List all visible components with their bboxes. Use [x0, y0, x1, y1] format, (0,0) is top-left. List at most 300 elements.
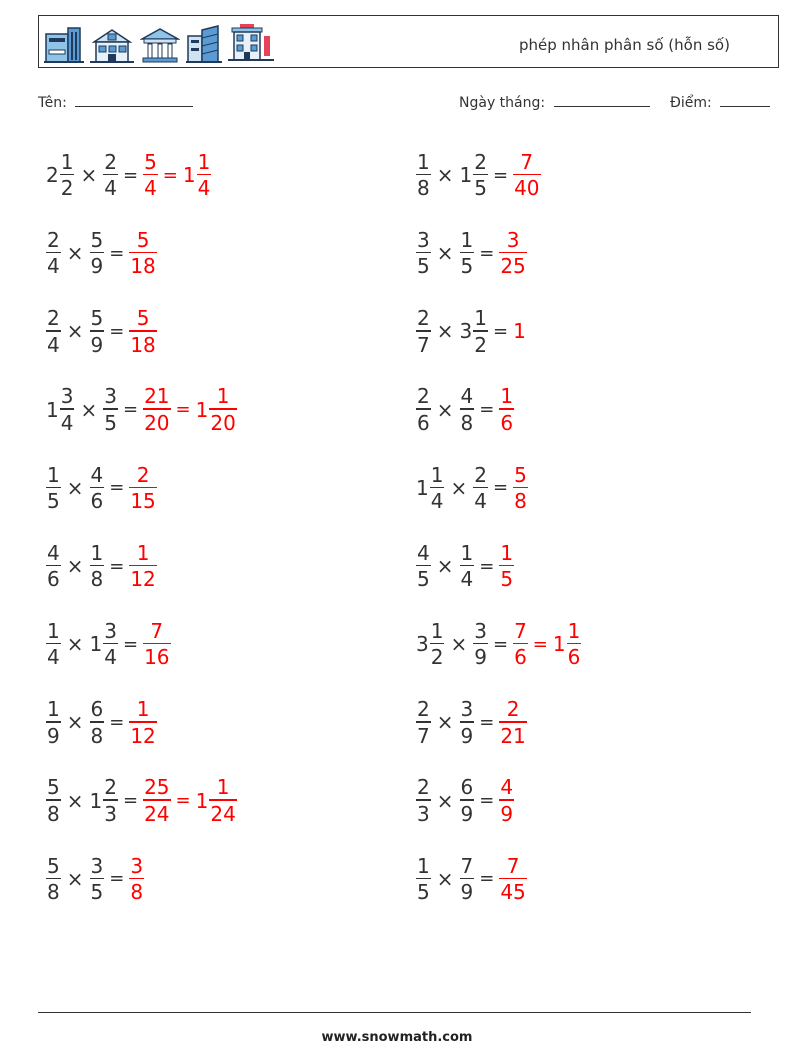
- problem-row: [416, 771, 514, 831]
- operand-a-fraction: [46, 618, 61, 670]
- operand-a: [46, 462, 61, 514]
- answer-result-whole: 1: [513, 319, 526, 344]
- answer-result: [513, 319, 527, 343]
- operand-b-fraction: [103, 618, 118, 670]
- problem-row: [46, 849, 144, 909]
- operand-a-fraction: [46, 777, 61, 824]
- times-sign: ×: [436, 710, 454, 735]
- operand-b: [90, 308, 105, 355]
- operand-a-denominator: 5: [417, 880, 430, 905]
- operand-a-fraction: [46, 308, 61, 355]
- answer-mixed: [182, 149, 211, 201]
- answer-result-numerator: 5: [136, 306, 150, 331]
- operand-a-fraction: [416, 777, 431, 824]
- answer: [513, 618, 581, 670]
- operand-b: [459, 149, 488, 201]
- answer-result-denominator: 18: [130, 254, 156, 279]
- operand-b-numerator: 1: [90, 540, 104, 565]
- answer-result-fraction: [129, 462, 156, 514]
- problem-row: [416, 692, 527, 752]
- problem-row: [416, 458, 528, 518]
- operand-a-denominator: 4: [47, 645, 60, 670]
- answer-result: [143, 777, 170, 824]
- answer-result-denominator: 18: [130, 332, 156, 357]
- operand-a: [416, 853, 431, 905]
- answer-result: [499, 853, 526, 905]
- operand-a-numerator: 2: [417, 697, 430, 722]
- answer-result-denominator: 40: [514, 176, 540, 201]
- times-sign: ×: [66, 866, 84, 891]
- answer-mixed-numerator: 1: [197, 149, 211, 174]
- times-sign: ×: [450, 632, 468, 657]
- operand-b-numerator: 5: [90, 227, 104, 252]
- operand-a-fraction: [430, 462, 445, 514]
- answer-mixed-denominator: 20: [210, 410, 236, 435]
- times-sign: ×: [80, 397, 98, 422]
- operand-b-denominator: 4: [104, 176, 117, 201]
- times-sign: ×: [66, 319, 84, 344]
- answer-result-numerator: 7: [514, 618, 527, 643]
- answer-result-denominator: 6: [514, 645, 527, 670]
- hotel-icon: [228, 22, 274, 64]
- problem-row: [46, 771, 237, 831]
- operand-b: [90, 777, 118, 824]
- answer: [513, 462, 528, 514]
- operand-a-numerator: 3: [60, 384, 74, 409]
- operand-a-fraction: [416, 386, 431, 433]
- answer-result: [499, 699, 526, 746]
- operand-b-denominator: 3: [104, 801, 117, 826]
- equals-sign: =: [122, 399, 139, 421]
- operand-a-whole: 3: [416, 632, 429, 657]
- operand-a-denominator: 2: [430, 645, 444, 670]
- times-sign: ×: [436, 788, 454, 813]
- operand-b: [460, 386, 475, 433]
- operand-a-numerator: 5: [47, 775, 60, 800]
- answer-result-fraction: [499, 540, 514, 592]
- skyscraper-icon: [186, 24, 222, 64]
- times-sign: ×: [66, 632, 84, 657]
- operand-a-fraction: [60, 386, 75, 433]
- answer-mixed-fraction: [197, 149, 212, 201]
- operand-b-fraction: [473, 462, 488, 514]
- operand-a: [416, 386, 431, 433]
- answer: [143, 149, 211, 201]
- operand-a: [416, 540, 431, 592]
- operand-a-fraction: [416, 308, 431, 355]
- answer-result-fraction: [143, 618, 170, 670]
- answer-mixed-fraction: [209, 386, 236, 433]
- answer-result-denominator: 4: [144, 176, 157, 201]
- answer: [143, 386, 237, 433]
- operand-a-fraction: [430, 618, 445, 670]
- answer-mixed-numerator: 1: [216, 384, 230, 409]
- answer: [499, 540, 514, 592]
- operand-a: [416, 149, 431, 201]
- operand-b-numerator: 3: [104, 384, 117, 409]
- operand-b-fraction: [460, 853, 475, 905]
- operand-b-numerator: 2: [104, 149, 117, 174]
- operand-b-fraction: [460, 540, 475, 592]
- answer-result-fraction: [129, 853, 144, 905]
- operand-a: [46, 853, 61, 905]
- operand-a-denominator: 2: [60, 176, 74, 201]
- answer-result: [143, 386, 170, 433]
- operand-a-whole: 1: [46, 397, 59, 422]
- answer-result-numerator: 7: [506, 853, 520, 878]
- operand-b: [460, 777, 475, 824]
- answer-result-denominator: 25: [500, 254, 526, 279]
- answer-result-fraction: [499, 777, 514, 824]
- operand-a-denominator: 5: [417, 254, 430, 279]
- answer-result-denominator: 21: [500, 723, 526, 748]
- date-label: Ngày tháng:: [459, 95, 546, 111]
- problem-row: [416, 301, 527, 361]
- operand-a-denominator: 6: [417, 410, 430, 435]
- operand-b-numerator: 4: [460, 384, 474, 409]
- equals-sign: =: [122, 790, 139, 812]
- operand-b-fraction: [460, 699, 475, 746]
- answer-mixed-fraction: [567, 618, 582, 670]
- operand-b-whole: 1: [89, 788, 103, 813]
- operand-a-fraction: [46, 462, 61, 514]
- operand-b-numerator: 1: [474, 306, 487, 331]
- house-icon: [90, 26, 134, 64]
- operand-a-numerator: 2: [47, 306, 60, 331]
- answer: [513, 149, 540, 201]
- name-label: Tên:: [38, 95, 67, 111]
- name-blank[interactable]: [75, 93, 193, 107]
- answer-result-numerator: 1: [136, 697, 150, 722]
- operand-a: [416, 227, 431, 279]
- operand-a: [416, 618, 444, 670]
- operand-b-fraction: [90, 540, 105, 592]
- operand-b: [89, 618, 118, 670]
- problem-row: [416, 536, 514, 596]
- answer-result-fraction: [499, 227, 526, 279]
- answer: [499, 386, 514, 433]
- date-blank[interactable]: [554, 93, 650, 107]
- operand-a-denominator: 5: [47, 489, 60, 514]
- answer-result-numerator: 5: [144, 149, 157, 174]
- answer-result: [499, 777, 514, 824]
- answer: [499, 777, 514, 824]
- answer-result-fraction: [513, 149, 540, 201]
- answer-result-numerator: 1: [136, 540, 150, 565]
- answer-mixed-whole: 1: [195, 788, 209, 813]
- operand-b-denominator: 5: [104, 410, 117, 435]
- name-field[interactable]: [38, 93, 193, 111]
- answer-result-denominator: 8: [130, 880, 144, 905]
- operand-a-fraction: [416, 227, 431, 279]
- operand-a: [46, 149, 74, 201]
- operand-b-numerator: 5: [90, 306, 104, 331]
- answer-result-denominator: 9: [500, 801, 514, 826]
- equals-sign: =: [492, 477, 509, 499]
- answer: [143, 777, 237, 824]
- times-sign: ×: [436, 241, 454, 266]
- operand-b-whole: 1: [89, 632, 103, 657]
- answer-result-fraction: [143, 386, 170, 433]
- times-sign: ×: [436, 866, 454, 891]
- answer-result-numerator: 3: [130, 853, 144, 878]
- operand-b-denominator: 9: [460, 880, 474, 905]
- answer-mixed-whole: 1: [195, 397, 209, 422]
- equals-sign: =: [479, 399, 495, 421]
- operand-a-fraction: [416, 540, 431, 592]
- operand-a-denominator: 4: [47, 254, 60, 279]
- answer-result-numerator: 3: [506, 227, 520, 252]
- operand-a-numerator: 3: [417, 227, 430, 252]
- answer-result-fraction: [143, 149, 158, 201]
- footer-divider: [38, 1012, 751, 1013]
- operand-b: [460, 308, 488, 355]
- operand-b: [103, 386, 118, 433]
- answer-mixed-whole: 1: [182, 163, 196, 187]
- operand-a-denominator: 8: [47, 801, 60, 826]
- equals-sign: =: [492, 320, 509, 342]
- operand-b-numerator: 2: [104, 775, 117, 800]
- problem-row: [46, 145, 211, 205]
- operand-a: [46, 618, 61, 670]
- answer-result-denominator: 24: [144, 801, 170, 826]
- operand-b: [90, 699, 105, 746]
- answer-mixed-numerator: 1: [567, 618, 581, 643]
- answer-result-denominator: 16: [144, 645, 170, 670]
- answer-result-fraction: [513, 462, 528, 514]
- operand-a-numerator: 2: [47, 227, 60, 252]
- score-blank[interactable]: [720, 93, 770, 107]
- answer-result: [129, 853, 144, 905]
- answer-mixed-whole: 1: [552, 632, 566, 657]
- times-sign: ×: [436, 163, 454, 187]
- operand-b: [90, 540, 105, 592]
- answer-result-numerator: 4: [500, 775, 514, 800]
- operand-a-denominator: 7: [417, 723, 430, 748]
- answer: [129, 699, 156, 746]
- answer-equals-sign: =: [175, 399, 191, 421]
- answer-result-fraction: [129, 699, 156, 746]
- operand-a-numerator: 2: [417, 306, 430, 331]
- operand-b-denominator: 4: [104, 645, 117, 670]
- answer-mixed-denominator: 24: [210, 801, 236, 826]
- operand-b-fraction: [103, 386, 118, 433]
- problem-row: [416, 849, 527, 909]
- problem-row: [416, 145, 541, 205]
- answer-result-fraction: [499, 386, 514, 433]
- problem-row: [46, 614, 171, 674]
- operand-b-numerator: 2: [474, 462, 487, 487]
- answer: [513, 319, 527, 343]
- operand-b-fraction: [103, 149, 118, 201]
- operand-b-fraction: [473, 149, 488, 201]
- operand-b-denominator: 8: [460, 410, 474, 435]
- times-sign: ×: [450, 475, 468, 500]
- times-sign: ×: [66, 788, 84, 813]
- operand-a-denominator: 5: [417, 567, 430, 592]
- equals-sign: =: [109, 477, 125, 499]
- equals-sign: =: [479, 790, 495, 812]
- operand-a-denominator: 8: [417, 176, 430, 201]
- answer-result-fraction: [129, 308, 156, 355]
- operand-a-numerator: 2: [417, 775, 430, 800]
- equals-sign: =: [479, 555, 495, 577]
- answer-result-fraction: [499, 699, 526, 746]
- operand-b-denominator: 2: [474, 332, 487, 357]
- operand-b-denominator: 9: [90, 254, 104, 279]
- operand-a-numerator: 1: [47, 618, 60, 643]
- operand-a-whole: 2: [46, 163, 59, 187]
- problem-row: [416, 614, 581, 674]
- operand-b-fraction: [460, 777, 475, 824]
- answer: [499, 853, 526, 905]
- operand-b: [473, 462, 488, 514]
- answer-result-numerator: 7: [520, 149, 534, 174]
- operand-a-fraction: [46, 699, 61, 746]
- footer-site: www.snowmath.com: [321, 1030, 473, 1045]
- times-sign: ×: [66, 554, 84, 578]
- equals-sign: =: [109, 320, 125, 342]
- operand-b-denominator: 9: [474, 645, 487, 670]
- answer-result: [499, 386, 514, 433]
- operand-a: [46, 699, 61, 746]
- operand-b-numerator: 1: [460, 227, 474, 252]
- score-label: Điểm:: [670, 95, 712, 111]
- equals-sign: =: [479, 868, 495, 890]
- answer-result-denominator: 20: [144, 410, 170, 435]
- operand-b-whole: 3: [459, 319, 473, 344]
- equals-sign: =: [122, 633, 139, 655]
- operand-a: [46, 227, 61, 279]
- equals-sign: =: [492, 633, 509, 655]
- bank-icon: [140, 26, 180, 64]
- operand-b-denominator: 9: [90, 332, 104, 357]
- answer-result-numerator: 7: [150, 618, 164, 643]
- operand-a: [46, 777, 61, 824]
- times-sign: ×: [66, 241, 84, 266]
- answer: [129, 853, 144, 905]
- operand-b: [473, 618, 488, 670]
- answer-mixed: [552, 618, 581, 670]
- answer-result-denominator: 15: [130, 489, 156, 514]
- operand-b-numerator: 6: [460, 775, 474, 800]
- operand-b: [90, 227, 105, 279]
- operand-a: [416, 308, 431, 355]
- operand-b-numerator: 2: [474, 149, 487, 174]
- operand-a-numerator: 4: [47, 540, 60, 565]
- operand-b-numerator: 3: [474, 618, 487, 643]
- answer: [129, 462, 156, 514]
- problem-row: [416, 380, 514, 440]
- answer-result-fraction: [129, 227, 156, 279]
- answer-result: [499, 540, 514, 592]
- operand-b-fraction: [90, 853, 105, 905]
- problem-row: [46, 536, 157, 596]
- answer-result-denominator: 12: [130, 723, 156, 748]
- operand-a-numerator: 1: [60, 149, 74, 174]
- problem-row: [46, 223, 157, 283]
- operand-a-denominator: 9: [47, 723, 60, 748]
- operand-a-numerator: 1: [430, 618, 444, 643]
- operand-b-denominator: 5: [90, 880, 104, 905]
- operand-b-denominator: 8: [90, 567, 104, 592]
- operand-b-fraction: [460, 227, 475, 279]
- operand-a: [46, 540, 61, 592]
- equals-sign: =: [492, 164, 509, 186]
- operand-b-fraction: [90, 699, 105, 746]
- operand-b-denominator: 6: [90, 489, 104, 514]
- equals-sign: =: [109, 868, 125, 890]
- operand-b-denominator: 9: [460, 801, 474, 826]
- answer-result: [143, 149, 158, 201]
- equals-sign: =: [109, 555, 125, 577]
- operand-b-numerator: 3: [90, 853, 104, 878]
- times-sign: ×: [66, 475, 84, 500]
- operand-b-numerator: 6: [90, 697, 104, 722]
- operand-a: [46, 386, 74, 433]
- operand-a: [416, 462, 444, 514]
- operand-b-numerator: 3: [460, 697, 474, 722]
- answer-result: [143, 618, 170, 670]
- operand-a-numerator: 1: [47, 697, 60, 722]
- answer-result-numerator: 5: [514, 462, 527, 487]
- operand-b-fraction: [90, 462, 105, 514]
- answer-result: [129, 227, 156, 279]
- answer-result: [513, 462, 528, 514]
- answer-result-denominator: 8: [514, 489, 527, 514]
- operand-a-fraction: [60, 149, 75, 201]
- answer: [143, 618, 170, 670]
- operand-a-fraction: [416, 699, 431, 746]
- operand-b: [460, 540, 475, 592]
- operand-a-numerator: 1: [417, 149, 430, 174]
- operand-a-numerator: 1: [417, 853, 430, 878]
- answer-mixed: [196, 386, 237, 433]
- building-icon: [44, 26, 84, 64]
- operand-a-denominator: 8: [47, 880, 60, 905]
- header-icons: [44, 20, 274, 64]
- operand-a: [416, 699, 431, 746]
- answer-result: [129, 699, 156, 746]
- score-field[interactable]: [670, 93, 770, 111]
- operand-a-numerator: 4: [417, 540, 430, 565]
- answer-result-numerator: 1: [500, 540, 514, 565]
- answer: [499, 699, 526, 746]
- operand-b-numerator: 4: [90, 462, 104, 487]
- operand-a-denominator: 4: [47, 332, 60, 357]
- answer-mixed-fraction: [209, 777, 236, 824]
- operand-b-numerator: 3: [104, 618, 117, 643]
- operand-b-numerator: 1: [460, 540, 474, 565]
- equals-sign: =: [109, 242, 125, 264]
- answer-result-denominator: 5: [500, 567, 514, 592]
- operand-b-whole: 1: [459, 163, 473, 187]
- operand-a: [46, 308, 61, 355]
- answer-result: [129, 540, 156, 592]
- operand-a-denominator: 3: [417, 801, 430, 826]
- operand-a-fraction: [416, 149, 431, 201]
- worksheet-header: [38, 15, 779, 68]
- equals-sign: =: [479, 242, 495, 264]
- operand-a-numerator: 1: [47, 462, 60, 487]
- problem-row: [46, 458, 157, 518]
- operand-b: [90, 462, 105, 514]
- answer-mixed-numerator: 1: [216, 775, 230, 800]
- operand-a-fraction: [46, 853, 61, 905]
- date-field[interactable]: [459, 93, 650, 111]
- answer-result-numerator: 25: [144, 775, 170, 800]
- equals-sign: =: [479, 711, 495, 733]
